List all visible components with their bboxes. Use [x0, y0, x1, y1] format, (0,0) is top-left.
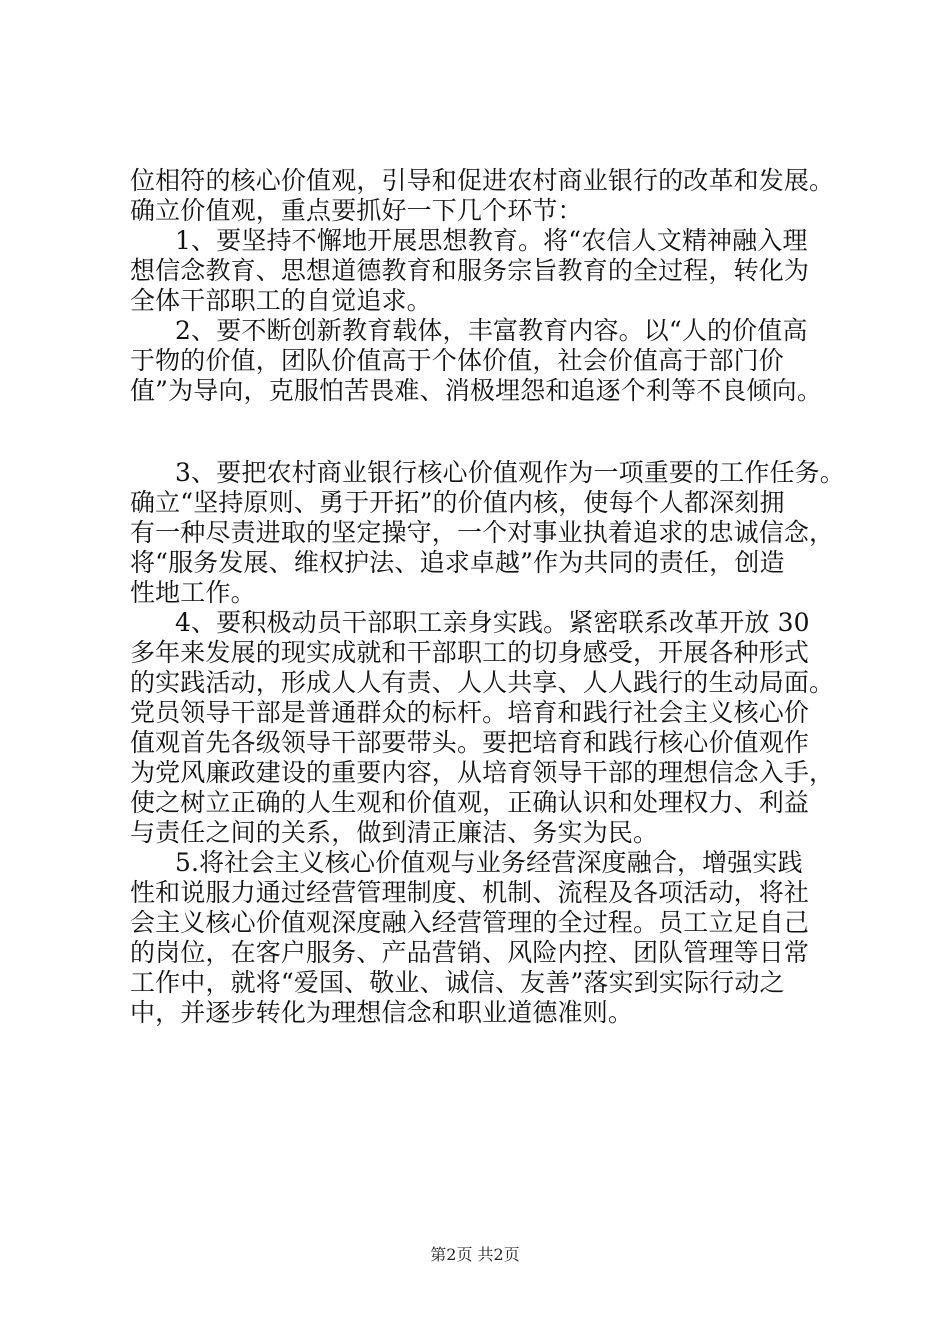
text-line: 与责任之间的关系，做到清正廉洁、务实为民。 — [130, 818, 659, 847]
text-line: 的岗位，在客户服务、产品营销、风险内控、团队管理等日常 — [130, 938, 810, 967]
text-line: 多年来发展的现实成就和干部职工的切身感受，开展各种形式 — [130, 638, 810, 667]
text-line: 1、要坚持不懈地开展思想教育。将“农信人文精神融入理 — [175, 226, 808, 255]
text-line: 为党风廉政建设的重要内容，从培育领导干部的理想信念入手， — [130, 758, 835, 787]
page-number-label: 第2页 共2页 — [430, 1245, 520, 1264]
page-footer — [0, 1245, 950, 1265]
text-line: 想信念教育、思想道德教育和服务宗旨教育的全过程，转化为 — [130, 256, 810, 285]
text-line: 中，并逐步转化为理想信念和职业道德准则。 — [130, 998, 634, 1027]
text-line: 确立价值观，重点要抓好一下几个环节： — [130, 196, 583, 225]
text-line: 5.将社会主义核心价值观与业务经营深度融合，增强实践 — [175, 848, 803, 877]
text-line: 全体干部职工的自觉追求。 — [130, 286, 432, 315]
text-line: 位相符的核心价值观，引导和促进农村商业银行的改革和发展。 — [130, 166, 835, 195]
text-line: 会主义核心价值观深度融入经营管理的全过程。员工立足自己 — [130, 908, 810, 937]
text-line: 2、要不断创新教育载体，丰富教育内容。以“人的价值高 — [175, 316, 808, 345]
text-line: 工作中，就将“爱国、敬业、诚信、友善”落实到实际行动之 — [130, 968, 785, 997]
text-line: 值观首先各级领导干部要带头。要把培育和践行核心价值观作 — [130, 728, 810, 757]
text-line: 将“服务发展、维权护法、追求卓越”作为共同的责任，创造 — [130, 548, 785, 577]
text-line: 确立“坚持原则、勇于开拓”的价值内核，使每个人都深刻拥 — [130, 488, 785, 517]
text-line: 性地工作。 — [130, 578, 256, 607]
text-line: 党员领导干部是普通群众的标杆。培育和践行社会主义核心价 — [130, 698, 810, 727]
document-body — [130, 166, 845, 1028]
text-line: 使之树立正确的人生观和价值观，正确认识和处理权力、利益 — [130, 788, 810, 817]
text-line: 3、要把农村商业银行核心价值观作为一项重要的工作任务。 — [175, 458, 845, 487]
text-line: 的实践活动，形成人人有责、人人共享、人人践行的生动局面。 — [130, 668, 835, 697]
paragraph-gap — [130, 406, 830, 458]
text-line: 有一种尽责进取的坚定操守，一个对事业执着追求的忠诚信念， — [130, 518, 835, 547]
text-line: 值”为导向，克服怕苦畏难、消极埋怨和追逐个利等不良倾向。 — [130, 376, 822, 405]
text-line: 4、要积极动员干部职工亲身实践。紧密联系改革开放 30 — [175, 608, 810, 637]
text-line: 于物的价值，团队价值高于个体价值，社会价值高于部门价 — [130, 346, 784, 375]
text-line: 性和说服力通过经营管理制度、机制、流程及各项活动，将社 — [130, 878, 810, 907]
